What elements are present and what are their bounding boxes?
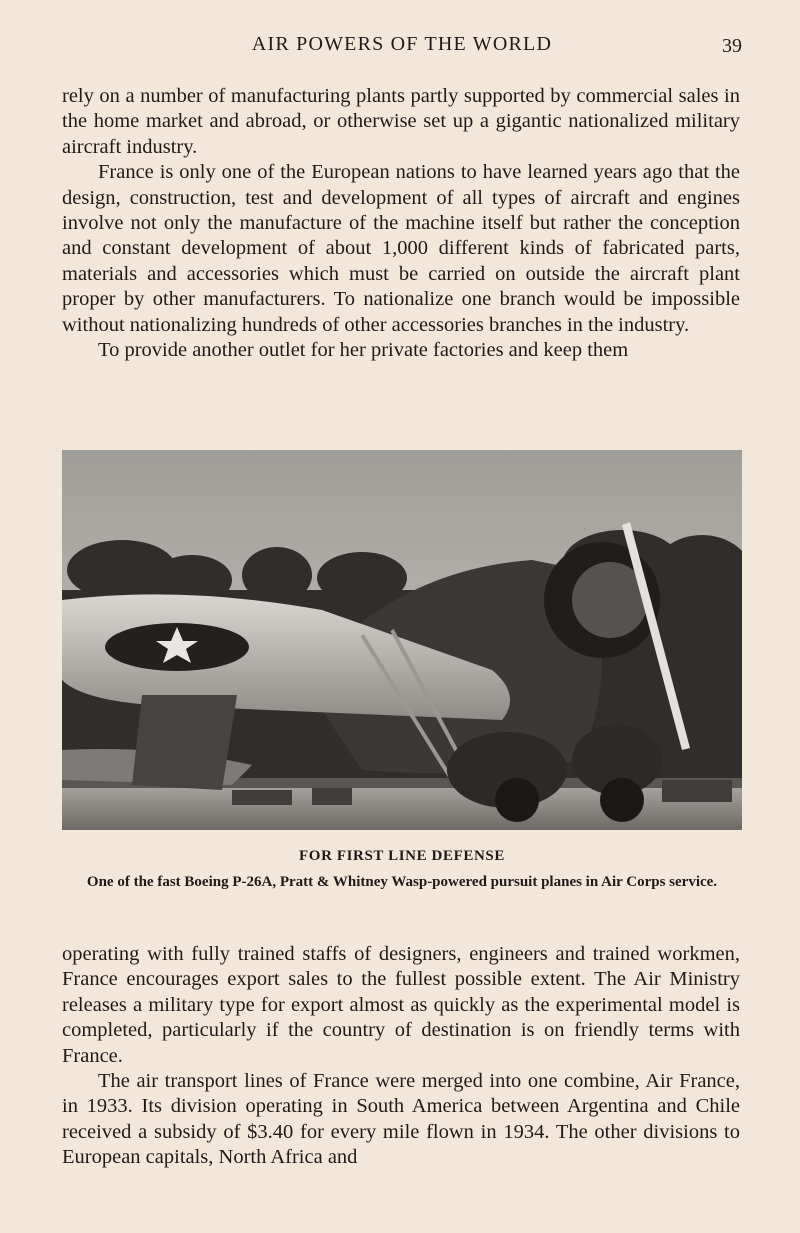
body-text-bottom bbox=[62, 942, 740, 1171]
body-text-top bbox=[62, 84, 740, 363]
boeing-p26a-photo bbox=[62, 450, 742, 830]
aircraft-photo bbox=[62, 450, 742, 830]
page-number: 39 bbox=[722, 35, 742, 57]
caption-title: FOR FIRST LINE DEFENSE bbox=[299, 848, 505, 864]
paragraph: The air transport lines of France were merged into one combine, Air France, in 1933. Its division operating in South America between Argentina and Chile received a subsidy of $3.40 for every mile flown in 1934. The other divisions to European capitals, North Africa and bbox=[62, 1070, 740, 1169]
paragraph: France is only one of the European nations to have learned years ago that the design, construction, test and development of all types of aircraft and engines involve not only the manufacture of the machine itself but rather the conception and constant development of about 1,000 different kinds of fabricated parts, materials and accessories which must be carried on outside the aircraft plant proper by other manufacturers. To nationalize one branch would be impossible without nationalizing hundreds of other accessories branches in the industry. bbox=[62, 161, 740, 336]
paragraph: operating with fully trained staffs of designers, engineers and trained workmen, France encourages export sales to the fullest possible extent. The Air Ministry releases a military type for export almost as quickly as the experimental model is completed, particularly if the country of destination is on friendly terms with France. bbox=[62, 943, 740, 1067]
paragraph: rely on a number of manufacturing plants partly supported by commercial sales in the home market and abroad, or otherwise set up a gigantic nationalized military aircraft industry. bbox=[62, 85, 740, 158]
running-title: AIR POWERS OF THE WORLD bbox=[251, 33, 553, 55]
caption-text: One of the fast Boeing P-26A, Pratt & Whitney Wasp-powered pursuit planes in Air Corps service. bbox=[86, 874, 718, 890]
paragraph: To provide another outlet for her private factories and keep them bbox=[98, 339, 629, 362]
running-head bbox=[62, 33, 742, 63]
